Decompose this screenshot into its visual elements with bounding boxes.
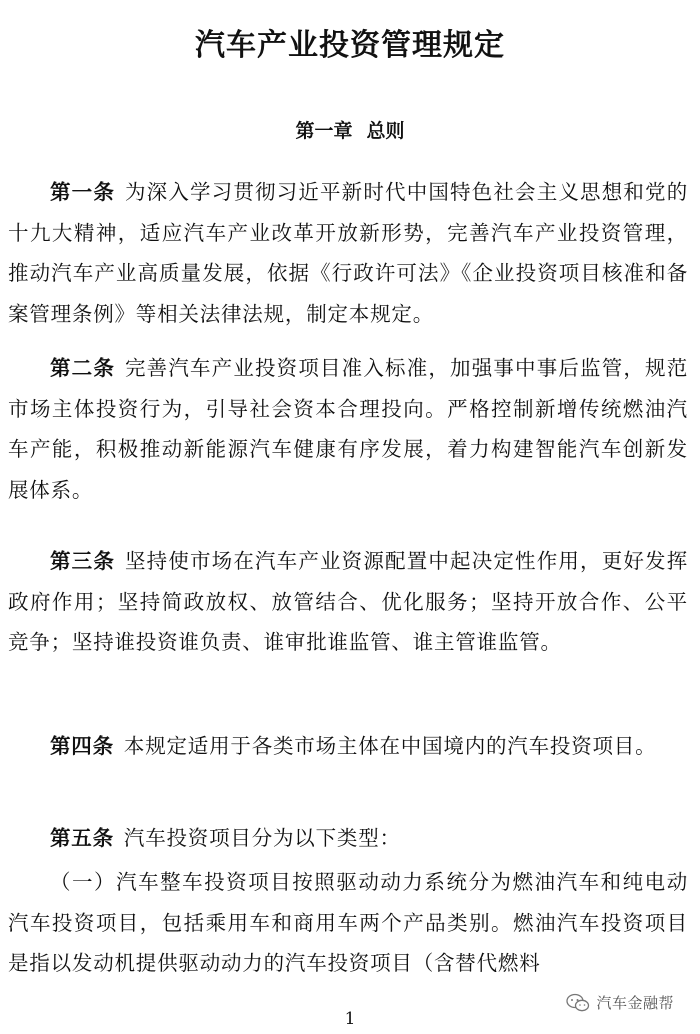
- article-text: 完善汽车产业投资项目准入标准，加强事中事后监管，规范市场主体投资行为，引导社会资本合理投向。严格控制新增传统燃油汽车产能，积极推动新能源汽车健康有序发展，着力构建智能汽车创新发展体系。: [8, 356, 688, 502]
- watermark: [562, 990, 678, 1015]
- document-title: 汽车产业投资管理规定: [195, 28, 505, 64]
- article-text: 为深入学习贯彻习近平新时代中国特色社会主义思想和党的十九大精神，适应汽车产业改革开放新形势，完善汽车产业投资管理，推动汽车产业高质量发展，依据《行政许可法》《企业投资项目核准和备案管理条例》等相关法律法规，制定本规定。: [8, 180, 688, 326]
- article-text: 汽车投资项目分为以下类型：: [123, 826, 401, 850]
- article-label: 第三条: [50, 549, 116, 573]
- article-label: 第二条: [50, 356, 116, 380]
- article-1: [8, 172, 688, 334]
- chapter-name: 总则: [366, 120, 405, 142]
- article-text: 坚持使市场在汽车产业资源配置中起决定性作用，更好发挥政府作用；坚持简政放权、放管结合、优化服务；坚持开放合作、公平竞争；坚持谁投资谁负责、谁审批谁监管、谁主管谁监管。: [8, 549, 688, 654]
- article-text: 本规定适用于各类市场主体在中国境内的汽车投资项目。: [123, 734, 657, 758]
- article-label: 第四条: [50, 734, 114, 758]
- watermark-text: 汽车金融帮: [596, 994, 674, 1012]
- clause-1: （一）汽车整车投资项目按照驱动动力系统分为燃油汽车和纯电动汽车投资项目，包括乘用车和商用车两个产品类别。燃油汽车投资项目是指以发动机提供驱动动力的汽车投资项目（含替代燃料: [8, 870, 688, 975]
- article-label: 第一条: [50, 180, 116, 204]
- article-4: [8, 726, 688, 767]
- article-2: [8, 348, 688, 510]
- article-5: [8, 818, 688, 859]
- chapter-number: 第一章: [295, 120, 353, 142]
- wechat-icon: [566, 993, 590, 1013]
- article-3: [8, 541, 688, 663]
- article-label: 第五条: [50, 826, 114, 850]
- page-number: 1: [344, 1009, 356, 1029]
- chapter-heading: [0, 116, 700, 146]
